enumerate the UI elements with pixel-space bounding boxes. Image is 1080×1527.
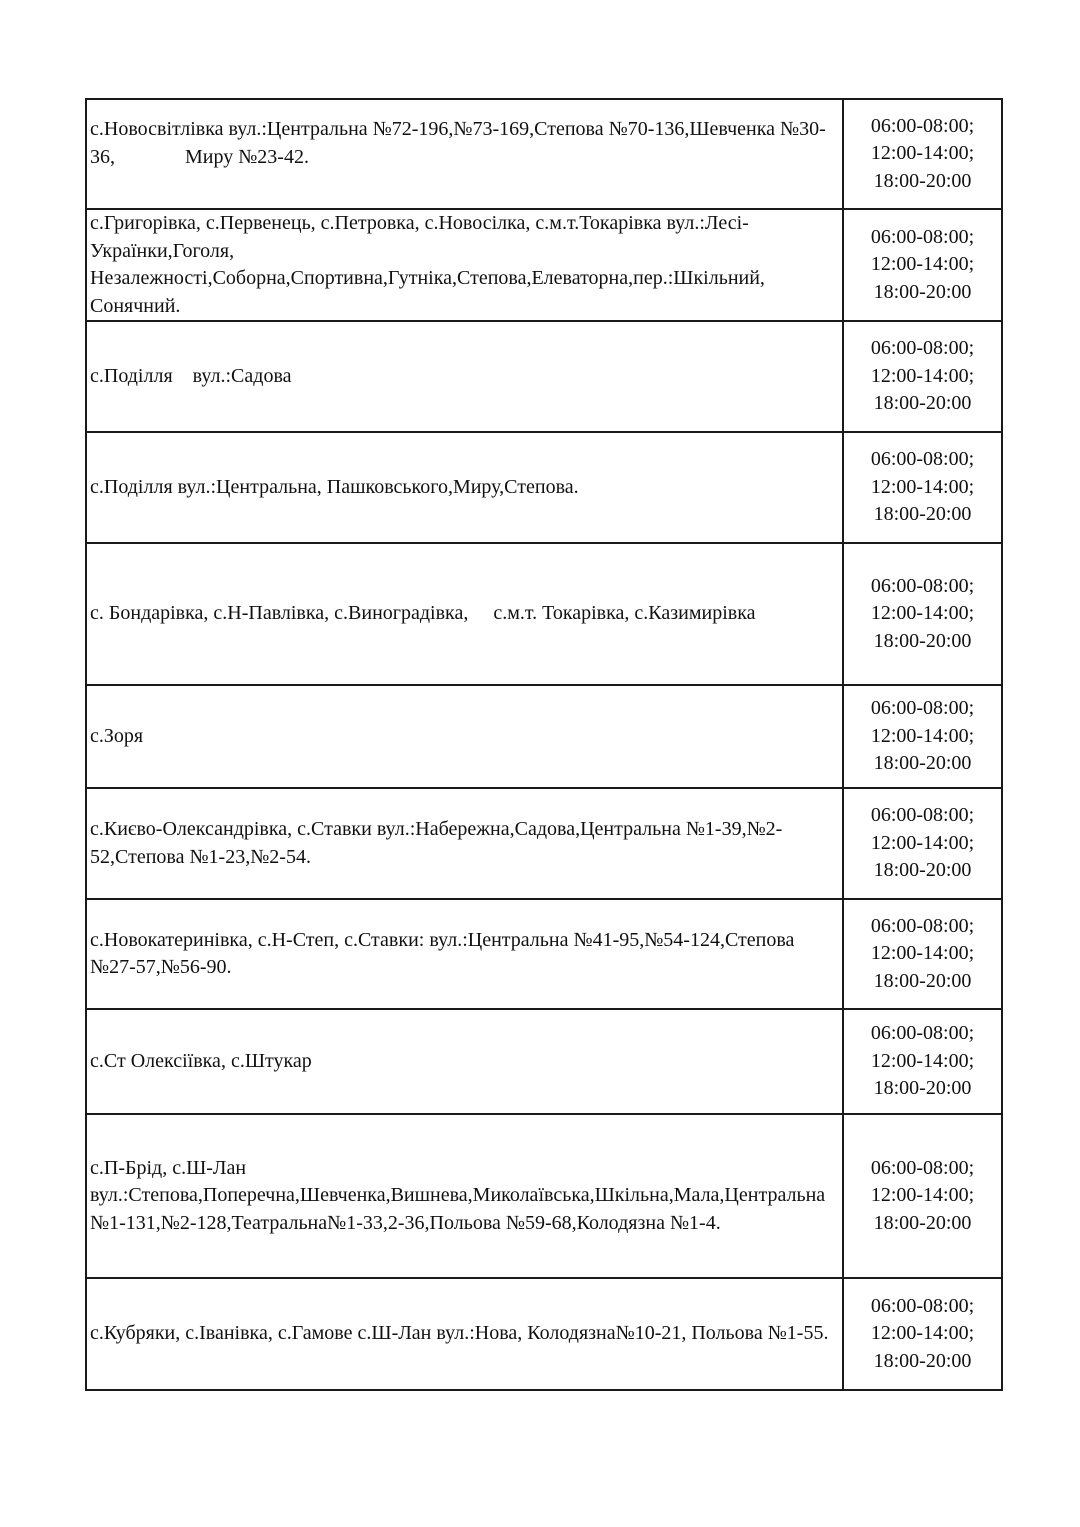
time-cell	[843, 788, 1002, 899]
time-cell	[843, 899, 1002, 1009]
area-text: с.Новосвітлівка вул.:Центральна №72-196,№73-169,Степова №70-136,Шевченка №30-36, Миру №23-42.	[90, 118, 826, 168]
time-slot-midday: 12:00-14:00;	[870, 1322, 975, 1345]
area-text: с.Києво-Олександрівка, с.Ставки вул.:Набережна,Садова,Центральна №1-39,№2-52,Степова №1-23,№2-54.	[90, 818, 783, 868]
time-cell	[843, 321, 1002, 432]
time-slot-midday: 12:00-14:00;	[870, 253, 975, 276]
time-slot-morning: 06:00-08:00;	[870, 1294, 975, 1317]
area-cell	[86, 685, 843, 788]
time-slot-evening: 18:00-20:00	[873, 752, 972, 775]
area-text: с.Поділля вул.:Садова	[90, 364, 292, 387]
area-text: с.Кубряки, с.Іванівка, с.Гамове с.Ш-Лан вул.:Нова, Колодязна№10-21, Польова №1-55.	[90, 1322, 829, 1345]
time-slot-morning: 06:00-08:00;	[870, 804, 975, 827]
time-slot-midday: 12:00-14:00;	[870, 724, 975, 747]
area-cell	[86, 1278, 843, 1390]
time-slot-evening: 18:00-20:00	[873, 969, 972, 992]
area-cell	[86, 209, 843, 321]
time-slot-midday: 12:00-14:00;	[870, 475, 975, 498]
table-row	[86, 685, 1002, 788]
table-row	[86, 1278, 1002, 1390]
table-row	[86, 432, 1002, 543]
time-slot-morning: 06:00-08:00;	[870, 225, 975, 248]
time-slot-evening: 18:00-20:00	[873, 859, 972, 882]
time-slot-evening: 18:00-20:00	[873, 392, 972, 415]
table-row	[86, 1009, 1002, 1114]
area-text: с.Поділля вул.:Центральна, Пашковського,Миру,Степова.	[90, 475, 579, 498]
table-row	[86, 209, 1002, 321]
time-slot-midday: 12:00-14:00;	[870, 1049, 975, 1072]
time-slot-midday: 12:00-14:00;	[870, 364, 975, 387]
time-cell	[843, 432, 1002, 543]
table-row	[86, 321, 1002, 432]
time-slot-evening: 18:00-20:00	[873, 629, 972, 652]
table-row	[86, 99, 1002, 209]
time-slot-evening: 18:00-20:00	[873, 1077, 972, 1100]
table-row	[86, 899, 1002, 1009]
area-cell	[86, 432, 843, 543]
time-slot-morning: 06:00-08:00;	[870, 914, 975, 937]
area-text: с.Григорівка, с.Первенець, с.Петровка, с.Новосілка, с.м.т.Токарівка вул.:Лесі-Українки,Гоголя, Незалежності,Соборна,Спортивна,Гутніка,Степова,Елеваторна,пер.:Шкільний, Сонячний.	[90, 212, 765, 317]
time-slot-morning: 06:00-08:00;	[870, 1156, 975, 1179]
area-text: с.Новокатеринівка, с.Н-Степ, с.Ставки: вул.:Центральна №41-95,№54-124,Степова №27-57,№56-90.	[90, 928, 800, 978]
table-row	[86, 1114, 1002, 1278]
time-cell	[843, 1114, 1002, 1278]
time-cell	[843, 209, 1002, 321]
area-text: с.Ст Олексіївка, с.Штукар	[90, 1049, 312, 1072]
time-cell	[843, 1278, 1002, 1390]
table-row	[86, 543, 1002, 685]
area-cell	[86, 99, 843, 209]
area-text: с.Зоря	[90, 724, 144, 747]
time-slot-midday: 12:00-14:00;	[870, 142, 975, 165]
area-text: с.П-Брід, с.Ш-Лан вул.:Степова,Поперечна,Шевченка,Вишнева,Миколаївська,Шкільна,Мала,Центральна №1-131,№2-128,Театральна№1-33,2-36,Польова №59-68,Колодязна №1-4.	[90, 1156, 826, 1234]
time-cell	[843, 543, 1002, 685]
time-slot-morning: 06:00-08:00;	[870, 448, 975, 471]
time-slot-midday: 12:00-14:00;	[870, 942, 975, 965]
time-slot-morning: 06:00-08:00;	[870, 1022, 975, 1045]
time-cell	[843, 685, 1002, 788]
time-slot-midday: 12:00-14:00;	[870, 831, 975, 854]
table-row	[86, 788, 1002, 899]
time-slot-evening: 18:00-20:00	[873, 280, 972, 303]
area-cell	[86, 1009, 843, 1114]
area-text: с. Бондарівка, с.Н-Павлівка, с.Виноградівка, с.м.т. Токарівка, с.Казимирівка	[90, 602, 756, 625]
time-slot-evening: 18:00-20:00	[873, 503, 972, 526]
time-slot-evening: 18:00-20:00	[873, 1211, 972, 1234]
time-slot-midday: 12:00-14:00;	[870, 602, 975, 625]
time-slot-morning: 06:00-08:00;	[870, 337, 975, 360]
area-cell	[86, 788, 843, 899]
time-slot-morning: 06:00-08:00;	[870, 114, 975, 137]
time-slot-morning: 06:00-08:00;	[870, 574, 975, 597]
time-cell	[843, 99, 1002, 209]
time-slot-evening: 18:00-20:00	[873, 1349, 972, 1372]
time-slot-midday: 12:00-14:00;	[870, 1184, 975, 1207]
area-cell	[86, 321, 843, 432]
area-cell	[86, 899, 843, 1009]
water-schedule-table	[85, 98, 1003, 1391]
area-cell	[86, 1114, 843, 1278]
time-cell	[843, 1009, 1002, 1114]
time-slot-evening: 18:00-20:00	[873, 169, 972, 192]
time-slot-morning: 06:00-08:00;	[870, 697, 975, 720]
area-cell	[86, 543, 843, 685]
